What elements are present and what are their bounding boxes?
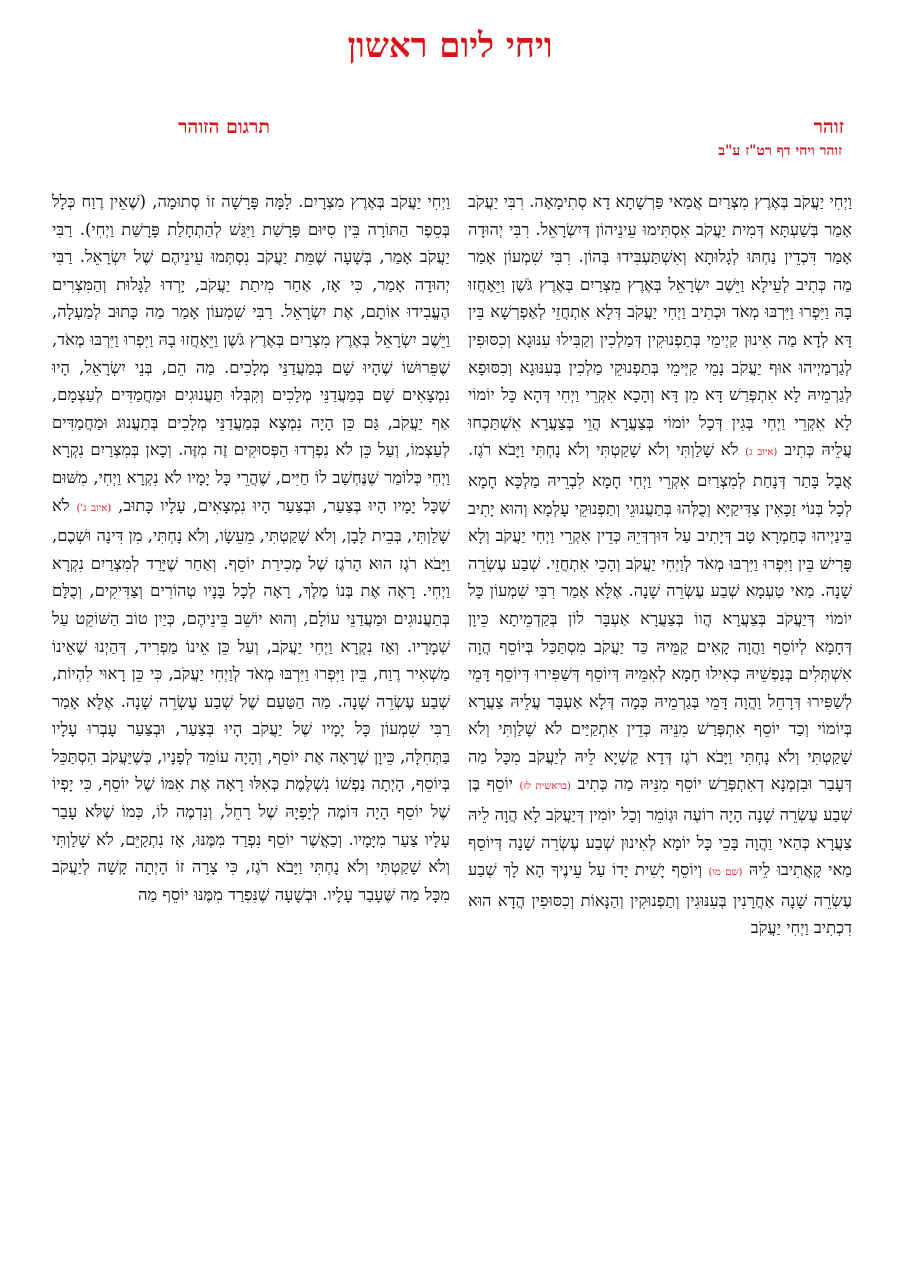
- verse-reference: (איוב ג): [745, 447, 778, 459]
- zohar-text-part-1: וַיְחִי יַעֲקֹב בְּאֶרֶץ מִצְרַיִם אֲמַאי פַּרְשָׁתָא דָא סְתִימָאָה. רִבִּי יַעֲקֹב אָמַר בְּשַׁעְתָּא דְּמִית יַעֲקֹב אִסְתִּימוּ עֵינֵיהוֹן דְּיִשְׂרָאֵל. רִבִּי יְהוּדָה אָמַר דִּכְדֵין נַחְתּוּ לְגָלוּתָא וְאִשְׁתַּעְבִּידוּ בְּהוֹן. רִבִּי שִׁמְעוֹן אָמַר מַה כְּתִיב לְעֵילָא וַיֵּשֶׁב יִשְׂרָאֵל בְּאֶרֶץ מִצְרַיִם בְּאֶרֶץ גֹּשֶׁן וַיֵּאָחֲזוּ בָהּ וַיִּפְרוּ וַיִּרְבּוּ מְאֹד וּכְתִיב וַיְחִי יַעֲקֹב דְּלָא אִתְחֲזֵי לְאַפְרְשָׁא בֵּין דָּא לְדָא מַה אִינוּן קַיְימֵי בְּתַפְנוּקִין דְּמַלְכִין וְקַבִּילוּ עִנּוּגָא וְכִסּוּפִין לְגַרְמַיְיהוּ אוּף יַעֲקֹב נָמֵי קַיְּימֵי בְּתַפְנוּקֵי מַלְכִין בְּעִנּוּגָא וְכִסּוּפָא לְגַרְמֵיהּ לָא אִתְפְּרַשׁ דָּא מִן דָּא וְהָכָא אִקְרֵי וַיְחִי דְּהָא כָּל יוֹמוֹי לָא אִקְרֵי וַיְחִי בְּגִין דְּכָל יוֹמוֹי בְּצַעֲרָא הֲוֵי בְּצַעֲרָא אִשְׁתַּכְחוּ עֲלֵיהּ כְּתִיב: [468, 192, 852, 460]
- translation-heading: תרגום הזוהר: [178, 116, 270, 138]
- zohar-text-part-4: וְיוֹסֵף יָשִׁית יָדוֹ עַל עֵינֶיךָ הָא לָךְ שְׁבַע עֶשְׂרֵה שָׁנָה אַחֲרָנִין בְּעִנּוּגִין וְתַפְנוּקִין וְהַנָּאוֹת וְכִסּוּפִין הֲדָא הוּא דִכְתִיב וַיְחִי יַעֲקֹב: [468, 860, 852, 938]
- translation-text-part-1: וַיְחִי יַעֲקֹב בְּאֶרֶץ מִצְרָיִם. לָמָּה פָּרָשָׁה זוֹ סְתוּמָה, (שֶׁאֵין רֶוַח כְּלָל בְּסֵפֶר הַתּוֹרָה בֵּין סִיּוּם פָּרָשַׁת וַיִּגַּשׁ לְהַתְחָלַת פָּרָשַׁת וַיְחִי). רַבִּי יַעֲקֹב אָמַר, בְּשָׁעָה שֶׁמֵּת יַעֲקֹב נִסְתְּמוּ עֵינֵיהֶם שֶׁל יִשְׂרָאֵל. רַבִּי יְהוּדָה אָמַר, כִּי אָז, אַחַר מִיתַת יַעֲקֹב, יָרְדוּ לַגָּלוּת וְהַמִּצְרִים הֶעֱבִידוּ אוֹתָם, אֶת יִשְׂרָאֵל. רַבִּי שִׁמְעוֹן אָמַר מַה כָּתוּב לְמַעְלָה, וַיֵּשֶׁב יִשְׂרָאֵל בְּאֶרֶץ מִצְרַיִם בְּאֶרֶץ גֹּשֶׁן וַיֵּאָחֲזוּ בָהּ וַיִּפְרוּ וַיִּרְבּוּ מְאֹד, שֶׁפֵּרוּשׁוֹ שֶׁהָיוּ שָׁם בְּמַעֲדַנֵּי מְלָכִים. מַה הֵם, בְּנֵי יִשְׂרָאֵל, הָיוּ נִמְצָאִים שָׁם בְּמַעֲדַנֵּי מְלָכִים וְקִבְּלוּ תַּעֲנוּגִים וּמַחֲמַדִּים לְעַצְמָם, אַף יַעֲקֹב, גַּם כֵּן הָיָה נִמְצָא בְּמַעֲדַנֵּי מְלָכִים בְּתַעֲנוּג וּמַחֲמַדִּים לְעַצְמוֹ, וְעַל כֵּן לֹא נִפְרְדוּ הַפְּסוּקִים זֶה מִזֶּה. וְכָאן בְּמִצְרַיִם נִקְרָא וַיְחִי כְּלוֹמַר שֶׁנֶּחְשַׁב לוֹ חַיִּים, שֶׁהֲרֵי כָּל יָמָיו לֹא נִקְרָא וַיְחִי, מִשּׁוּם שֶׁכָּל יָמָיו הָיוּ בְּצַעַר, וּבְצַעַר הָיוּ נִמְצָאִים, עָלָיו כָּתוּב,: [52, 192, 450, 515]
- verse-reference: (איוב ג'): [76, 502, 112, 514]
- translation-hebrew-column: [52, 188, 450, 908]
- zohar-text-part-3: יוֹסֵף בֶּן שְׁבַע עֶשְׂרֵה שָׁנָה הָיָה רוֹעֶה וּגְוֹמֵר וְכָל יוֹמִין דְּיַעֲקֹב לָא הֲוָה לֵיהּ צַעֲרָא כְּהַאי וַהֲוָה בָּכֵי כָּל יוֹמָא לְאִינוּן שְׁבַע עֶשְׂרֵה שָׁנָה דְּיוֹסֵף מַאי קָאֲתִיבוּ לֵיהּ: [468, 774, 852, 880]
- page-title: ויחי ליום ראשון: [347, 26, 553, 66]
- translation-text-part-2: לֹא שָׁלַוְתִּי, בְּבֵית לָבָן, וְלֹא שָׁקַטְתִּי, מֵעֵשָׂו, וְלֹא נָחְתִּי, מִן דִּינָה וּשְׁכֶם, וַיָּבֹא רֹגֶז הוּא הָרֹגֶז שֶׁל מְכִירַת יוֹסֵף. וְאַחַר שֶׁיָּרַד לְמִצְרַיִם נִקְרָא וַיְחִי. רָאָה אֶת בְּנוֹ מֶלֶךְ, רָאָה לְכָל בָּנָיו טְהוֹרִים וְצַדִּיקִים, וְכֻלָּם בְּתַעֲנוּגִים וּמַעֲדַנֵּי עוֹלָם, וְהוּא יוֹשֵׁב בֵּינֵיהֶם, כְּיַיִן טוֹב הַשּׁוֹקֵט עַל שְׁמָרָיו. וְאָז נִקְרָא וַיְחִי יַעֲקֹב, וְעַל כֵּן אֵינוֹ מַפְרִיד, דְּהַיְנוּ שֶׁאֵינוֹ מַשְׁאִיר רֶוַח, בֵּין וַיִּפְרוּ וַיִּרְבּוּ מְאֹד לְוַיְחִי יַעֲקֹב, כִּי כֵּן רָאוּי לִהְיוֹת, שְׁבַע עֶשְׂרֵה שָׁנָה. מַה הַטַּעַם שֶׁל שְׁבַע עֶשְׂרֵה שָׁנָה. אֶלָּא אָמַר רַבִּי שִׁמְעוֹן כָּל יָמָיו שֶׁל יַעֲקֹב הָיוּ בְּצַעַר, וּבְצַעַר עָבְרוּ עָלָיו בַּתְּחִלָּה, כֵּיוָן שֶׁרָאָה אֶת יוֹסֵף, וְהָיָה עוֹמֵד לְפָנָיו, כְּשֶׁיַּעֲקֹב הִסְתַּכֵּל בְּיוֹסֵף, הָיְתָה נַפְשׁוֹ נִשְׁלֶמֶת כְּאִלּוּ רָאָה אֶת אִמּוֹ שֶׁל יוֹסֵף, כִּי יָפְיוֹ שֶׁל יוֹסֵף הָיָה דּוֹמֶה לְיָפְיָהּ שֶׁל רָחֵל, וְנִדְמֶה לוֹ, כְּמוֹ שֶׁלֹּא עָבַר עָלָיו צַעַר מִיָּמָיו. וְכַאֲשֶׁר יוֹסֵף נִפְרַד מִמֶּנּוּ, אָז נִתְקַיֵּם, לֹא שָׁלַוְתִּי וְלֹא שָׁקַטְתִּי וְלֹא נָחְתִּי וַיָּבֹא רֹגֶז, כִּי צָרָה זוֹ הָיְתָה קָשָׁה לְיַעֲקֹב מִכָּל מַה שֶּׁעָבַר עָלָיו. וּבְשָׁעָה שֶׁנִּפְרַד מִמֶּנּוּ יוֹסֵף מַה: [52, 495, 450, 904]
- source-reference: זוהר ויחי דף רט"ז ע"ב: [718, 143, 842, 159]
- zohar-text-part-2: לֹא שָׁלַוְתִּי וְלֹא שָׁקַטְתִּי וְלֹא נָחְתִּי וַיָּבֹא רֹגֶז. אֲבָל בָּתַר דְּנָחַת לְמִצְרַיִם אִקְרֵי וַיְחִי חָמָא לִבְרֵיהּ מַלְכָּא חָמָא לְכָל בְּנוֹי זַכָּאִין צַדִּיקַיָּא וְכֻלְּהוּ בְּתַעֲנוּגֵי וְתַפְנוּקֵי עָלְמָא וְהוּא יָתִיב בֵּינַיְיהוּ כְּחַמְרָא טָב דְּיָתִיב עַל דּוּרְדְּיֵהּ כְּדֵין אִקְרֵי וַיְחִי יַעֲקֹב וְלָא פָּרִישׁ בֵּין וַיִּפְרוּ וַיִּרְבּוּ מְאֹד לְוַיְחִי יַעֲקֹב וְהָכֵי אִתְחֲזֵי. שְׁבַע עֶשְׂרֵה שָׁנָה. מַאי טַעְמָא שְׁבַע עֶשְׂרֵה שָׁנָה. אֶלָּא אָמַר רִבִּי שִׁמְעוֹן כָּל יוֹמוֹי דְּיַעֲקֹב בְּצַעֲרָא הֲווֹ בְּצַעֲרָא אַעְבָּר לוֹן בְּקַדְמֵיתָא כֵּיוָן דְּחָמָא לְיוֹסֵף וַהֲוָה קָאִים קַמֵּיהּ כַּד יַעֲקֹב מִסְתַּכַּל בְּיוֹסֵף הֲוָה אִשְׁתְּלִים בְּנַפְשֵׁיהּ כְּאִילוּ חָמָא לְאִמֵּיהּ דְּיוֹסֵף דְּשַׁפִּירוּ דְּיוֹסֵף דָּמֵי לְשַׁפִּירוּ דְּרָחֵל וַהֲוָה דָּמֵי בְּגַרְמֵיהּ כְּמָה דְּלָא אַעְבָּר עֲלֵיהּ צַעֲרָא בְּיוֹמוֹי וְכַד יוֹסֵף אִתְפְּרַשׁ מִנֵּיהּ כְּדֵין אִתְקַיַּים לֹא שָׁלַוְתִּי וְלֹא שָׁקַטְתִּי וְלֹא נָחְתִּי וַיָּבֹא רֹגֶז דְּדָא קַשְׁיָא לֵיהּ לְיַעֲקֹב מִכָּל מַה דְּעָבַר וּבִזְמְנָא דְאִתְפְּרַשׁ יוֹסֵף מִנֵּיהּ מַה כְּתִיב: [468, 440, 852, 794]
- verse-reference: (שם מו): [708, 867, 743, 879]
- zohar-heading: זוהר: [813, 116, 844, 138]
- zohar-aramaic-column: [468, 188, 852, 942]
- verse-reference: (בראשית לז): [519, 781, 571, 793]
